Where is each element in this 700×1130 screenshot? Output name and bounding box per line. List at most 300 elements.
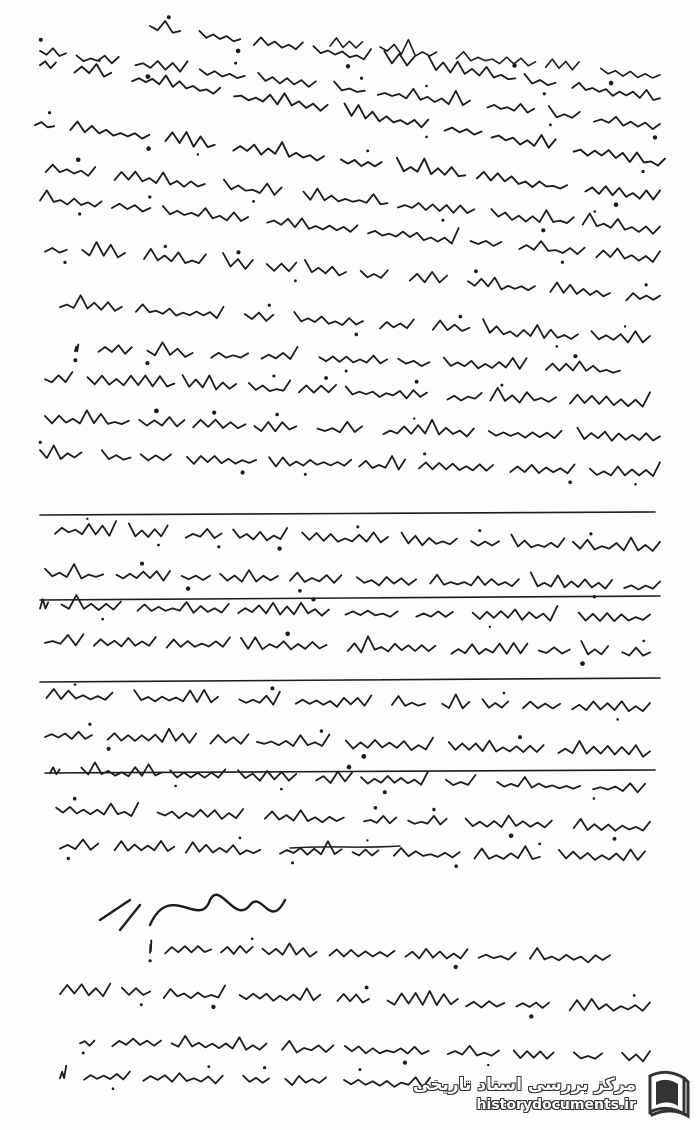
handwritten-word: [165, 946, 211, 953]
ink-dot: [614, 202, 619, 207]
handwritten-word: [410, 272, 447, 283]
underline-stroke: [40, 596, 660, 600]
handwritten-word: [408, 816, 447, 825]
handwritten-word: [519, 241, 584, 254]
handwritten-word: [348, 636, 436, 652]
handwritten-word: [172, 1036, 267, 1050]
handwritten-word: [471, 541, 499, 546]
handwritten-word: [45, 372, 72, 382]
handwritten-word: [55, 521, 116, 536]
ink-dot: [107, 747, 111, 751]
ink-dot: [112, 1087, 115, 1090]
ink-dot: [74, 683, 77, 686]
handwritten-word: [446, 775, 476, 785]
ink-dot: [268, 304, 271, 307]
book-page-icon: [644, 1068, 690, 1120]
handwritten-word: [115, 172, 205, 187]
handwritten-word: [626, 293, 660, 300]
ink-dot: [145, 361, 149, 365]
ink-dot: [509, 834, 514, 839]
ink-dot: [146, 146, 151, 151]
ink-dot: [642, 640, 645, 643]
ink-dot: [149, 959, 152, 962]
ink-dot: [423, 452, 426, 455]
ink-dot: [270, 686, 274, 690]
ink-dot: [346, 64, 350, 68]
ink-dot: [365, 986, 369, 990]
handwritten-word: [165, 132, 214, 147]
handwritten-word: [234, 93, 327, 110]
handwritten-word: [132, 76, 220, 94]
handwritten-word: [243, 1076, 269, 1083]
ink-dot: [538, 843, 541, 846]
handwritten-word: [163, 206, 248, 221]
handwritten-word: [388, 991, 458, 1005]
ink-dot: [642, 170, 645, 173]
handwritten-word: [398, 203, 474, 213]
handwritten-word: [510, 464, 574, 473]
handwritten-word: [290, 573, 341, 583]
ink-dot: [298, 589, 302, 593]
handwritten-word: [134, 690, 218, 702]
handwritten-word: [394, 848, 460, 857]
handwritten-word: [211, 353, 248, 358]
handwritten-word: [170, 769, 225, 777]
underline-stroke: [40, 512, 655, 515]
ink-dot: [432, 808, 435, 811]
ink-dot: [589, 532, 592, 535]
handwritten-word: [62, 595, 121, 610]
ink-dot: [148, 195, 151, 198]
handwritten-word: [316, 772, 352, 783]
ink-dot: [320, 729, 323, 732]
handwritten-word: [511, 535, 564, 548]
handwritten-word: [570, 392, 650, 406]
ink-dot: [512, 63, 516, 67]
handwritten-word: [40, 48, 66, 56]
ink-dot: [275, 413, 279, 417]
handwritten-word: [257, 735, 330, 747]
handwritten-word: [294, 312, 363, 325]
handwritten-word: [122, 988, 150, 995]
handwritten-word: [102, 450, 131, 459]
ink-dot: [356, 525, 359, 528]
ink-dot: [474, 269, 478, 273]
ink-dot: [234, 62, 237, 65]
ink-dot: [478, 529, 481, 532]
handwritten-word: [601, 68, 660, 78]
handwritten-word: [444, 358, 527, 369]
handwritten-word: [530, 948, 610, 962]
handwritten-word: [570, 999, 650, 1011]
ink-dot: [164, 245, 167, 248]
handwritten-word: [330, 38, 363, 48]
ink-dot: [549, 124, 552, 127]
ink-dot: [304, 473, 307, 476]
handwritten-word: [549, 106, 580, 118]
handwritten-word: [492, 135, 556, 148]
handwritten-word: [546, 362, 620, 373]
ink-dot: [347, 765, 352, 770]
handwritten-word: [167, 637, 230, 647]
handwritten-word: [622, 648, 650, 656]
ink-dot: [366, 150, 369, 153]
handwritten-word: [585, 186, 660, 199]
handwritten-word: [550, 283, 610, 297]
ink-dot: [146, 74, 151, 79]
handwritten-word: [514, 1051, 554, 1059]
handwritten-word: [187, 456, 256, 464]
handwritten-word: [313, 46, 371, 59]
handwritten-word: [267, 218, 357, 232]
ink-dot: [634, 483, 637, 486]
handwritten-word: [383, 420, 473, 437]
handwritten-word: [466, 816, 552, 828]
handwritten-word: [491, 209, 573, 223]
ink-dot: [63, 261, 66, 264]
ink-dot: [236, 49, 241, 54]
ink-dot: [425, 85, 428, 88]
ink-dot: [197, 153, 199, 155]
handwritten-word: [200, 69, 245, 78]
ink-dot: [413, 417, 415, 419]
ink-dot: [82, 1052, 85, 1055]
handwritten-word: [138, 602, 229, 613]
handwritten-word: [483, 319, 578, 339]
handwritten-word: [590, 462, 660, 476]
ink-dot: [358, 1068, 361, 1071]
handwritten-word: [200, 31, 241, 41]
handwritten-word: [82, 242, 125, 257]
ink-dot: [593, 797, 596, 800]
ink-dot: [272, 375, 275, 378]
handwritten-word: [466, 1001, 504, 1007]
ink-dot: [580, 661, 585, 666]
handwritten-word: [262, 943, 316, 956]
ink-dot: [86, 518, 88, 520]
handwritten-word: [456, 52, 535, 66]
handwritten-word: [117, 571, 171, 581]
ink-dot: [78, 212, 81, 215]
handwritten-word: [477, 172, 567, 189]
handwritten-word: [448, 1046, 499, 1056]
handwritten-word: [357, 577, 416, 585]
handwritten-word: [368, 228, 459, 244]
handwritten-word: [45, 732, 92, 739]
ink-dot: [454, 965, 458, 969]
handwritten-word: [164, 985, 225, 998]
handwritten-word: [183, 375, 237, 389]
underline-stroke: [45, 770, 655, 773]
handwritten-word: [574, 819, 650, 831]
ink-dot: [383, 790, 387, 794]
watermark-url: historydocuments.ir: [476, 1097, 636, 1113]
handwritten-word: [40, 446, 82, 460]
handwritten-word: [359, 456, 405, 469]
ink-dot: [653, 135, 657, 139]
ink-dot: [277, 546, 281, 550]
handwritten-word: [341, 160, 382, 167]
handwritten-word: [559, 850, 645, 861]
ink-dot: [609, 81, 614, 86]
handwritten-word: [384, 51, 414, 65]
ink-dot: [561, 261, 564, 264]
handwritten-word: [305, 260, 346, 276]
handwritten-word: [319, 356, 387, 364]
ink-dot: [500, 384, 503, 387]
handwritten-word: [303, 189, 387, 205]
handwritten-word: [318, 422, 363, 433]
ink-dot: [633, 994, 636, 997]
handwritten-word: [468, 278, 535, 291]
handwritten-word: [479, 953, 516, 960]
ink-dot: [154, 409, 159, 414]
ink-dot: [593, 210, 596, 213]
handwritten-word: [490, 388, 556, 403]
ink-dot: [212, 411, 216, 415]
handwritten-word: [245, 313, 273, 321]
ink-dot: [543, 92, 546, 95]
handwritten-word: [70, 122, 149, 139]
handwritten-word: [299, 385, 336, 393]
handwritten-word: [254, 37, 303, 49]
ink-dot: [374, 806, 378, 810]
handwritten-word: [241, 637, 327, 649]
handwritten-word: [346, 387, 427, 399]
handwritten-word: [353, 850, 379, 856]
ink-dot: [140, 1003, 143, 1006]
ink-dot: [251, 938, 254, 941]
handwritten-word: [398, 359, 429, 366]
handwritten-word: [592, 331, 651, 342]
ink-dot: [98, 59, 101, 62]
handwritten-word: [546, 59, 580, 70]
handwritten-word: [577, 428, 660, 441]
handwritten-word: [224, 180, 282, 195]
handwritten-word: [108, 729, 197, 743]
handwritten-word: [129, 523, 168, 537]
ink-dot: [291, 861, 294, 864]
handwritten-word: [233, 142, 324, 161]
handwritten-word: [265, 810, 344, 822]
handwritten-word: [525, 74, 556, 85]
handwritten-word: [622, 1051, 650, 1061]
handwritten-word: [112, 1039, 161, 1047]
handwritten-word: [45, 410, 129, 424]
handwritten-word: [334, 82, 365, 92]
ink-dot: [415, 380, 419, 384]
handwritten-word: [258, 73, 316, 87]
ink-dot: [211, 1005, 215, 1009]
handwritten-word: [581, 641, 608, 654]
handwritten-word: [45, 248, 67, 253]
handwritten-word: [433, 321, 470, 332]
handwritten-word: [56, 803, 138, 816]
handwritten-word: [523, 702, 560, 709]
handwritten-word: [593, 783, 645, 792]
ink-dot: [645, 283, 648, 286]
handwritten-word: [416, 611, 453, 617]
handwritten-word: [233, 528, 287, 541]
handwritten-word: [81, 762, 162, 776]
handwritten-word: [282, 1041, 333, 1053]
ink-dot: [613, 837, 617, 841]
handwritten-word: [579, 612, 650, 621]
ink-dot: [345, 370, 348, 373]
handwritten-word: [115, 841, 175, 851]
watermark: [400, 1064, 690, 1124]
handwritten-word: [139, 417, 184, 426]
handwritten-word: [112, 204, 150, 212]
handwritten-word: [143, 1073, 222, 1083]
handwritten-word: [186, 842, 260, 854]
handwritten-word: [285, 1076, 326, 1085]
handwritten-word: [186, 529, 222, 538]
handwritten-word: [220, 570, 278, 582]
ink-dot: [88, 723, 91, 726]
handwritten-word: [35, 122, 54, 127]
ink-dot: [294, 279, 297, 282]
ink-dot: [263, 1066, 266, 1069]
handwritten-word: [75, 64, 112, 77]
handwritten-word: [269, 457, 351, 466]
handwritten-word: [84, 1072, 130, 1080]
handwritten-word: [451, 643, 527, 654]
handwritten-word: [136, 304, 224, 318]
handwritten-word: [60, 984, 110, 997]
handwritten-word: [378, 89, 470, 105]
handwritten-word: [239, 692, 280, 705]
ink-dot: [39, 38, 43, 42]
ink-dot: [252, 200, 255, 203]
handwritten-word: [240, 988, 321, 1001]
ink-dot: [67, 857, 70, 860]
handwritten-word: [249, 380, 290, 391]
ink-dot: [441, 219, 444, 222]
handwritten-word: [380, 40, 437, 56]
handwritten-word: [449, 741, 544, 753]
ink-dot: [459, 315, 463, 319]
handwritten-word: [596, 249, 660, 262]
handwritten-word: [88, 376, 175, 387]
handwritten-word: [483, 699, 509, 708]
handwritten-word: [346, 611, 398, 617]
ink-dot: [454, 864, 458, 868]
handwritten-word: [80, 1041, 94, 1046]
handwritten-word: [60, 295, 122, 311]
handwritten-word: [182, 576, 211, 580]
handwritten-word: [380, 320, 414, 329]
handwritten-word: [516, 1003, 549, 1008]
handwritten-word: [223, 253, 253, 269]
handwritten-word: [296, 695, 372, 706]
handwritten-word: [150, 21, 180, 33]
handwritten-word: [419, 463, 493, 471]
ink-dot: [76, 158, 81, 163]
handwritten-word: [45, 564, 103, 578]
handwritten-word: [193, 420, 245, 429]
handwritten-word: [46, 689, 112, 700]
handwritten-word: [77, 55, 119, 63]
ink-dot: [518, 735, 522, 739]
handwritten-word: [60, 1066, 66, 1079]
handwritten-word: [583, 214, 660, 234]
handwritten-word: [136, 61, 188, 72]
handwritten-word: [489, 431, 562, 438]
watermark-text: [413, 1074, 636, 1114]
underline-stroke: [290, 846, 400, 848]
ink-dot: [324, 376, 328, 380]
handwritten-word: [471, 241, 502, 246]
handwritten-word: [337, 994, 369, 1003]
handwritten-word: [475, 846, 540, 859]
ink-dot: [568, 481, 572, 485]
handwritten-word: [497, 777, 580, 789]
handwritten-word: [345, 104, 429, 128]
handwritten-word: [330, 950, 395, 957]
ink-dot: [101, 618, 104, 621]
handwritten-word: [573, 538, 660, 551]
ink-dot: [207, 1065, 210, 1068]
handwritten-word: [267, 263, 297, 272]
ink-dot: [241, 470, 245, 474]
ink-dot: [573, 354, 577, 358]
handwritten-word: [94, 637, 156, 646]
handwritten-word: [40, 61, 56, 68]
ink-dot: [39, 441, 42, 444]
handwritten-word: [558, 741, 650, 757]
handwritten-word: [45, 634, 83, 645]
handwritten-word: [262, 347, 298, 359]
handwritten-word: [40, 190, 102, 206]
handwritten-word: [397, 158, 465, 176]
handwritten-word: [574, 1052, 602, 1058]
ink-dot: [361, 754, 366, 759]
handwritten-word: [211, 734, 249, 744]
handwritten-word: [345, 1046, 429, 1054]
handwritten-word: [574, 150, 665, 166]
handwritten-word: [473, 606, 558, 621]
ink-dot: [355, 333, 359, 337]
ink-dot: [236, 250, 240, 254]
handwritten-word: [406, 949, 468, 959]
handwritten-word: [531, 572, 612, 588]
ink-dot: [167, 15, 171, 19]
handwritten-word: [60, 840, 98, 850]
handwritten-word: [46, 165, 96, 176]
handwritten-word: [361, 772, 428, 785]
handwritten-word: [539, 647, 570, 653]
ink-dot: [285, 632, 290, 637]
handwritten-word: [572, 701, 650, 711]
ink-dot: [425, 136, 428, 139]
ink-dot: [360, 77, 363, 80]
handwritten-word: [150, 940, 151, 953]
ink-dot: [217, 545, 220, 548]
handwritten-word: [238, 603, 329, 616]
handwritten-word: [624, 582, 660, 590]
ink-dot: [541, 228, 545, 232]
ink-dot: [529, 1014, 533, 1018]
ink-dot: [239, 837, 242, 840]
handwritten-word: [487, 104, 534, 113]
ink-dot: [616, 718, 619, 721]
ink-dot: [73, 797, 77, 801]
ink-dot: [48, 111, 51, 114]
ink-dot: [503, 692, 506, 695]
handwritten-word: [572, 83, 660, 100]
handwritten-word: [302, 532, 388, 542]
